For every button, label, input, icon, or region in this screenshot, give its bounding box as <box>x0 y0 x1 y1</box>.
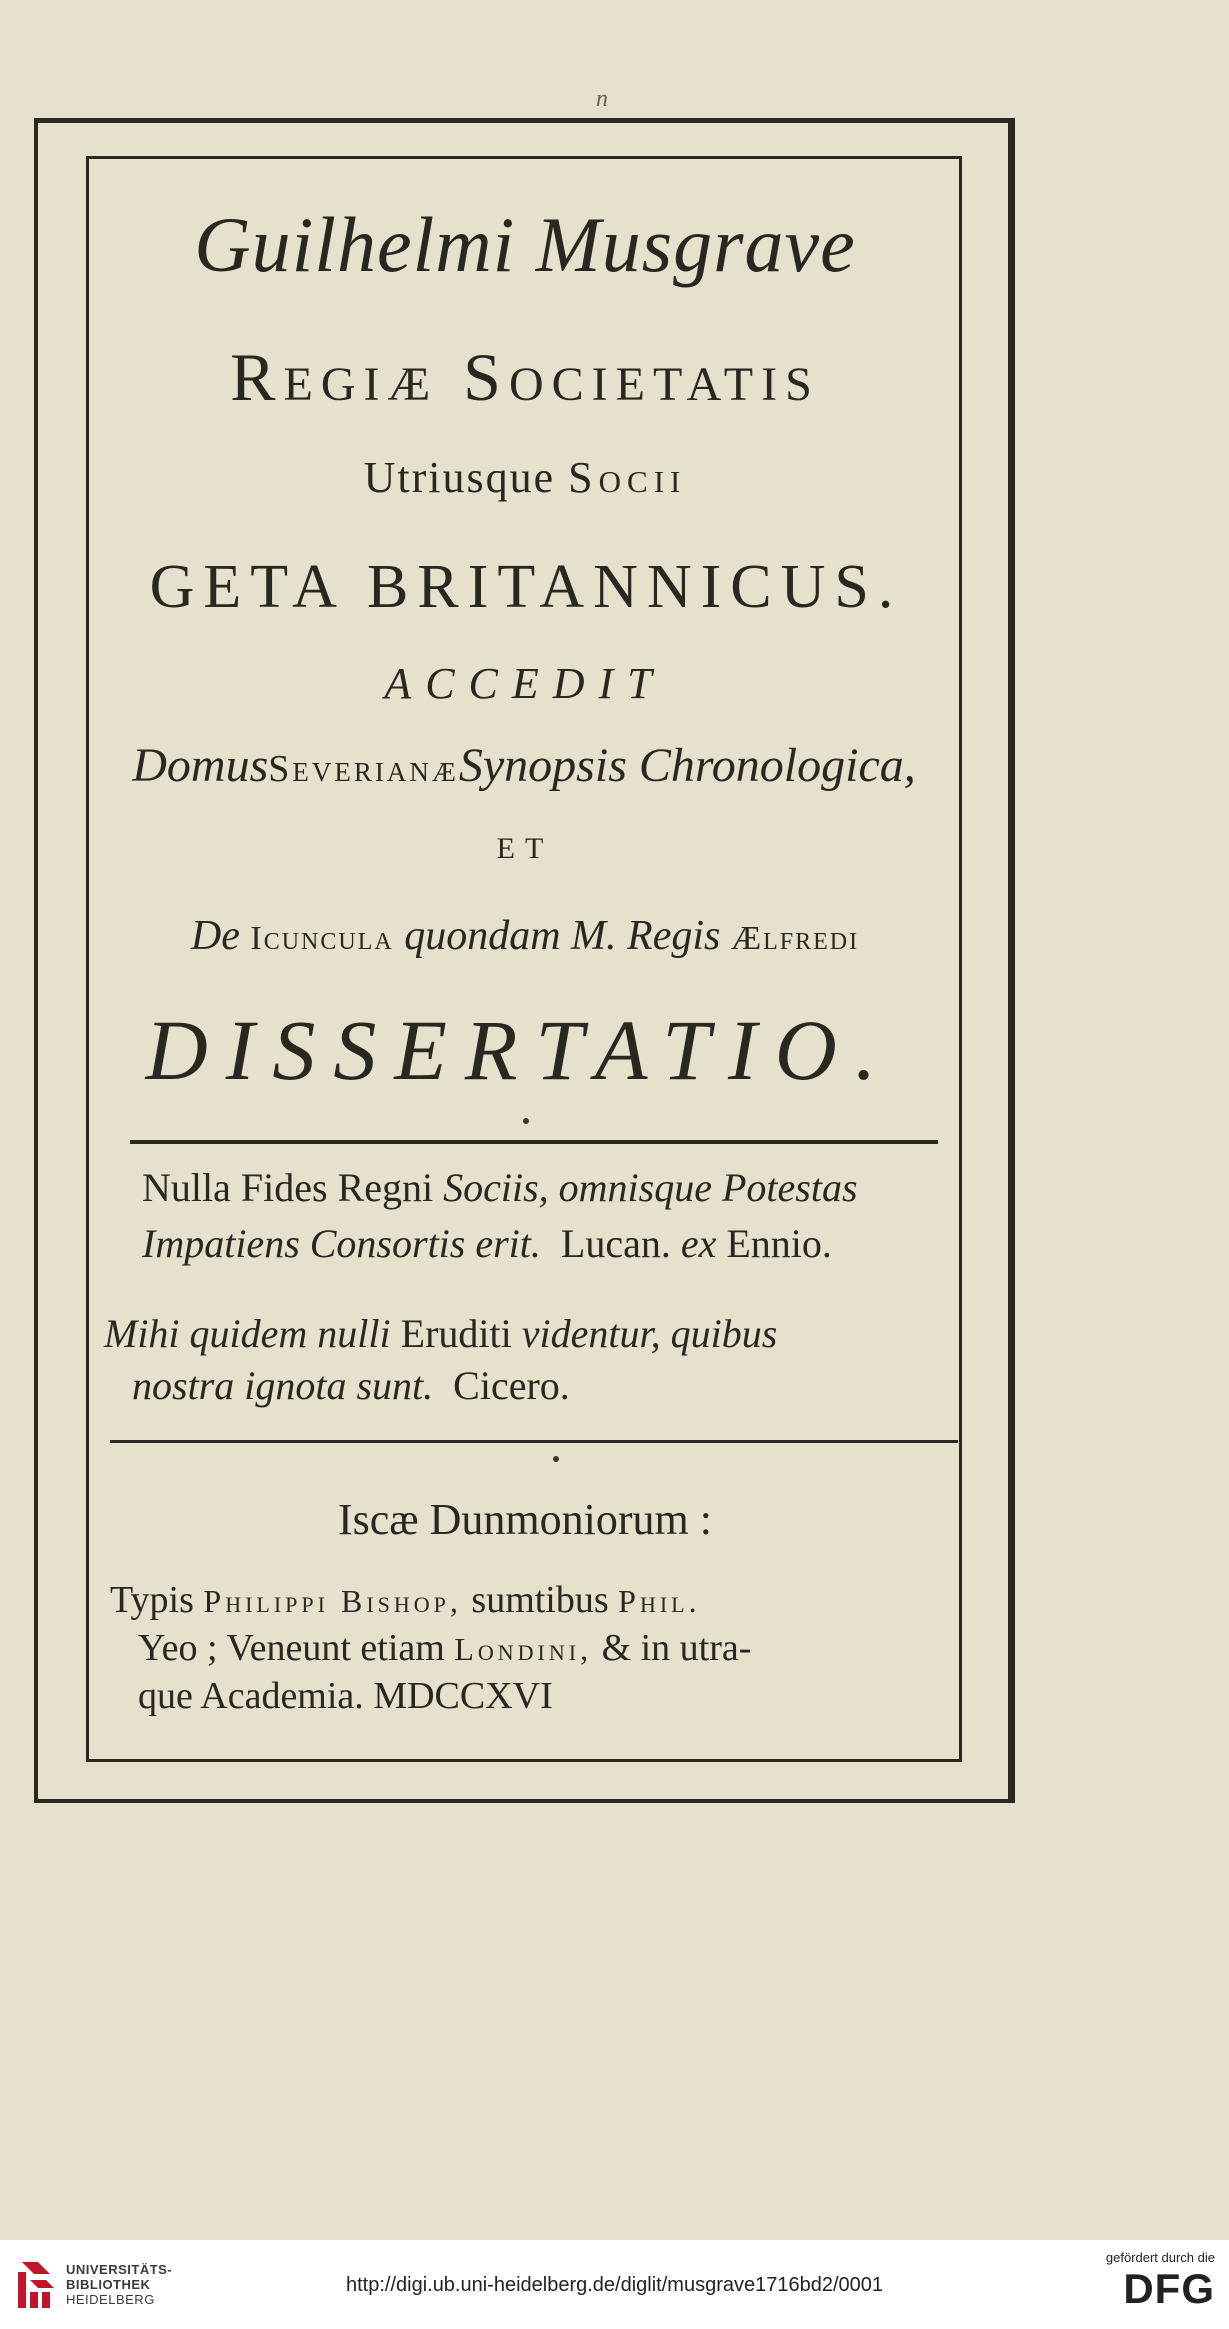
icuncula-word: Icuncula <box>250 920 394 957</box>
society-line: Regiæ Societatis <box>230 339 820 415</box>
quote-text: ex <box>680 1221 717 1266</box>
under-rule <box>50 1800 1010 1802</box>
library-name-line: BIBLIOTHEK <box>66 2277 151 2292</box>
library-name-line: HEIDELBERG <box>66 2292 155 2307</box>
quote-line <box>142 1164 858 1211</box>
viewer-footer <box>0 2240 1229 2329</box>
ornament-dot <box>553 1456 559 1462</box>
domus-line <box>82 738 966 793</box>
severianae-word: Severianæ <box>268 748 459 790</box>
dissertatio-line: DISSERTATIO. <box>145 1002 895 1098</box>
imprint-city: Londini, <box>454 1631 593 1667</box>
socii-word: Socii <box>568 453 687 502</box>
funded-by-text: gefördert durch die <box>1105 2250 1215 2265</box>
divider-rule <box>130 1140 938 1144</box>
quote-source: Ennio. <box>726 1221 832 1266</box>
et-line: ET <box>496 832 554 865</box>
imprint-place: Iscæ Dunmoniorum : <box>338 1495 712 1544</box>
funding-note[interactable] <box>1085 2250 1215 2313</box>
imprint-text: Typis <box>110 1579 194 1621</box>
socii-prefix: Utriusque <box>363 453 556 502</box>
synopsis-words: Synopsis Chronologica, <box>458 739 916 792</box>
quote-text: Mihi quidem nulli <box>104 1311 391 1356</box>
imprint-text: sumtibus <box>471 1579 609 1621</box>
domus-word: Domus <box>132 739 269 792</box>
permalink-url[interactable]: http://digi.ub.uni-heidelberg.de/diglit/musgrave1716bd2/0001 <box>345 2274 884 2296</box>
main-title: GETA BRITANNICUS. <box>149 553 903 621</box>
imprint-text: Yeo ; Veneunt etiam <box>138 1627 445 1669</box>
de-word: De <box>190 913 240 959</box>
imprint-line <box>138 1626 751 1670</box>
quote-text: Impatiens Consortis erit. <box>142 1221 541 1266</box>
quondam-words: quondam M. Regis <box>404 913 721 959</box>
quote-line <box>142 1220 832 1267</box>
icuncula-line <box>90 912 960 960</box>
quote-text: Nulla Fides Regni <box>142 1165 434 1210</box>
imprint-text: & in utra- <box>601 1627 752 1669</box>
imprint-line: que Academia. MDCCXVI <box>138 1675 553 1717</box>
quote-line <box>132 1362 570 1409</box>
quote-text: Sociis, omnisque Potestas <box>443 1165 858 1210</box>
quote-text: videntur, quibus <box>521 1311 778 1356</box>
quote-text: nostra ignota sunt. <box>132 1363 434 1408</box>
page-mark: n <box>596 86 608 112</box>
divider-rule <box>110 1440 958 1443</box>
quote-text: Eruditi <box>400 1311 512 1356</box>
quote-line <box>104 1310 777 1357</box>
ornament-dot <box>523 1118 529 1124</box>
imprint-line <box>110 1578 701 1622</box>
imprint-text: Phil. <box>618 1583 701 1619</box>
accedit-line: ACCEDIT <box>384 659 666 708</box>
author-name: Guilhelmi Musgrave <box>194 201 856 288</box>
imprint-printer: Philippi Bishop, <box>203 1583 462 1619</box>
socii-line <box>90 452 960 503</box>
library-name-line: UNIVERSITÄTS- <box>66 2262 173 2277</box>
quote-source: Lucan. <box>560 1221 671 1266</box>
aelfredi-word: Ælfredi <box>730 920 860 957</box>
dfg-logo: DFG <box>1123 2265 1215 2312</box>
quote-source: Cicero. <box>453 1363 570 1408</box>
